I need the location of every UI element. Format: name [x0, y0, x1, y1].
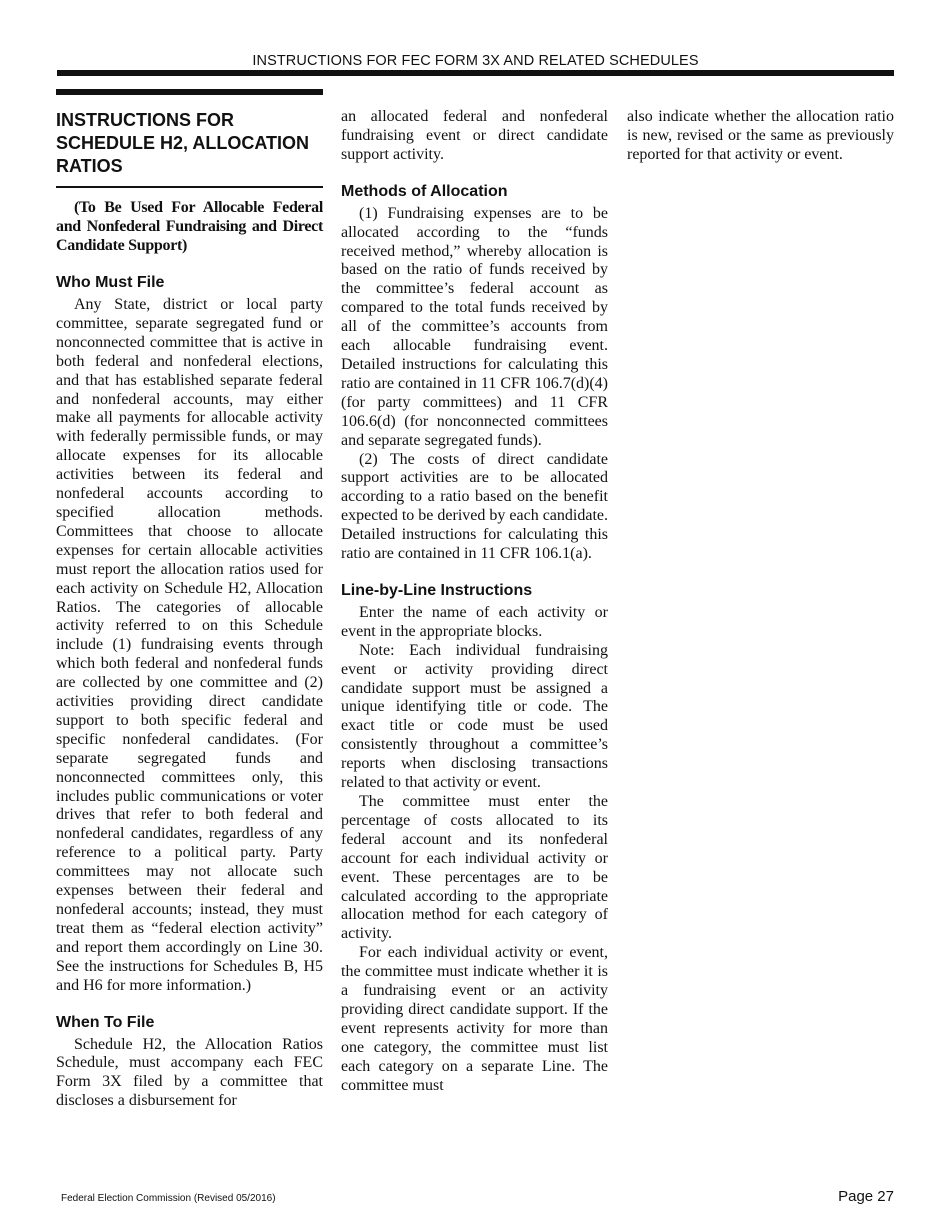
- line-by-line-para-4-part1: For each individual activity or event, the committee must indicate whether it is a fundraising event or an activity providing direct candidate support. If the event represents activity for more than one category, the committee must list each category on a separate Line. The committee must: [341, 944, 608, 1094]
- page-number: Page 27: [838, 1188, 894, 1205]
- section-subtitle: (To Be Used For Allocable Federal and Nonfederal Fundraising and Direct Candidate Support): [56, 199, 323, 254]
- when-to-file-heading: When To File: [56, 1013, 155, 1031]
- methods-para-1: (1) Fundraising expenses are to be allocated according to the “funds received method,” whereby allocation is based on the ratio of funds received by the committee’s federal account as compared to the total funds received by all of the committee’s accounts from each allocable fundraising event. Detailed instructions for calculating this ratio are contained in 11 CFR 106.7(d)(4) (for party committees) and 11 CFR 106.6(d) (for nonconnected committees and separate segregated funds).: [341, 204, 608, 449]
- when-to-file-text-part1: Schedule H2, the Allocation Ratios Schedule, must accompany each FEC Form 3X filed by a committee that discloses a disbursement for: [56, 1035, 323, 1110]
- title-rule-top: [56, 89, 323, 95]
- line-by-line-heading: Line-by-Line Instructions: [341, 581, 533, 599]
- who-must-file-text: Any State, district or local party committee, separate segregated fund or nonconnected committee that is active in both federal and nonfederal elections, and that has established separate federal and nonfederal accounts, may either make all payments for allocable activity with federally permissible funds, or may allocate expenses for its allocable activities between its federal and nonfederal accounts according to specified allocation methods. Committees that choose to allocate expenses for certain allocable activities must report the allocation ratios used for each activity on Schedule H2, Allocation Ratios. The categories of allocable activity referred to on this Schedule include (1) fundraising events through which both federal and nonfederal funds are collected by one committee and (2) activities providing direct candidate support to both specific federal and specific nonfederal candidates. (For separate segregated funds and nonconnected committees only, this includes public communications or voter drives that refer to both federal and nonfederal candidates, regardless of any reference to a political party. Party committees may not allocate such expenses between their federal and nonfederal accounts; instead, they must treat them as “federal election activity” and report them accordingly on Line 30. See the instructions for Schedules B, H5 and H6 for more information.): [56, 296, 323, 994]
- who-must-file-heading: Who Must File: [56, 274, 165, 291]
- section-title: INSTRUCTIONS FOR SCHEDULE H2, ALLOCATION RATIOS: [56, 110, 310, 176]
- header-rule: [57, 70, 894, 76]
- running-header: INSTRUCTIONS FOR FEC FORM 3X AND RELATED SCHEDULES: [252, 53, 699, 69]
- methods-heading: Methods of Allocation: [341, 182, 508, 200]
- column-1: [56, 89, 323, 1111]
- column-2: [341, 108, 608, 1096]
- line-by-line-para-4-part2: also indicate whether the allocation ratio is new, revised or the same as previously reported for that activity or event.: [627, 108, 894, 163]
- when-to-file-text-part2: an allocated federal and nonfederal fundraising event or direct candidate support activity.: [341, 108, 608, 163]
- footer-publisher: Federal Election Commission (Revised 05/2016): [61, 1193, 276, 1204]
- line-by-line-para-1: Enter the name of each activity or event in the appropriate blocks.: [341, 603, 608, 640]
- methods-para-2: (2) The costs of direct candidate support activities are to be allocated according to a ratio based on the benefit expected to be derived by each candidate. Detailed instructions for calculating this ratio are contained in 11 CFR 106.1(a).: [341, 450, 608, 563]
- title-rule-bottom: [56, 186, 323, 188]
- line-by-line-para-2: Note: Each individual fundraising event or activity providing direct candidate support must be assigned a unique identifying title or code. The exact title or code must be used consistently throughout a committee’s reports when disclosing transactions related to that activity or event.: [341, 641, 608, 792]
- line-by-line-para-3: The committee must enter the percentage of costs allocated to its federal account and its nonfederal account for each individual activity or event. These percentages are to be calculated according to the appropriate allocation method for each category of activity.: [341, 793, 608, 943]
- column-3: [627, 108, 894, 165]
